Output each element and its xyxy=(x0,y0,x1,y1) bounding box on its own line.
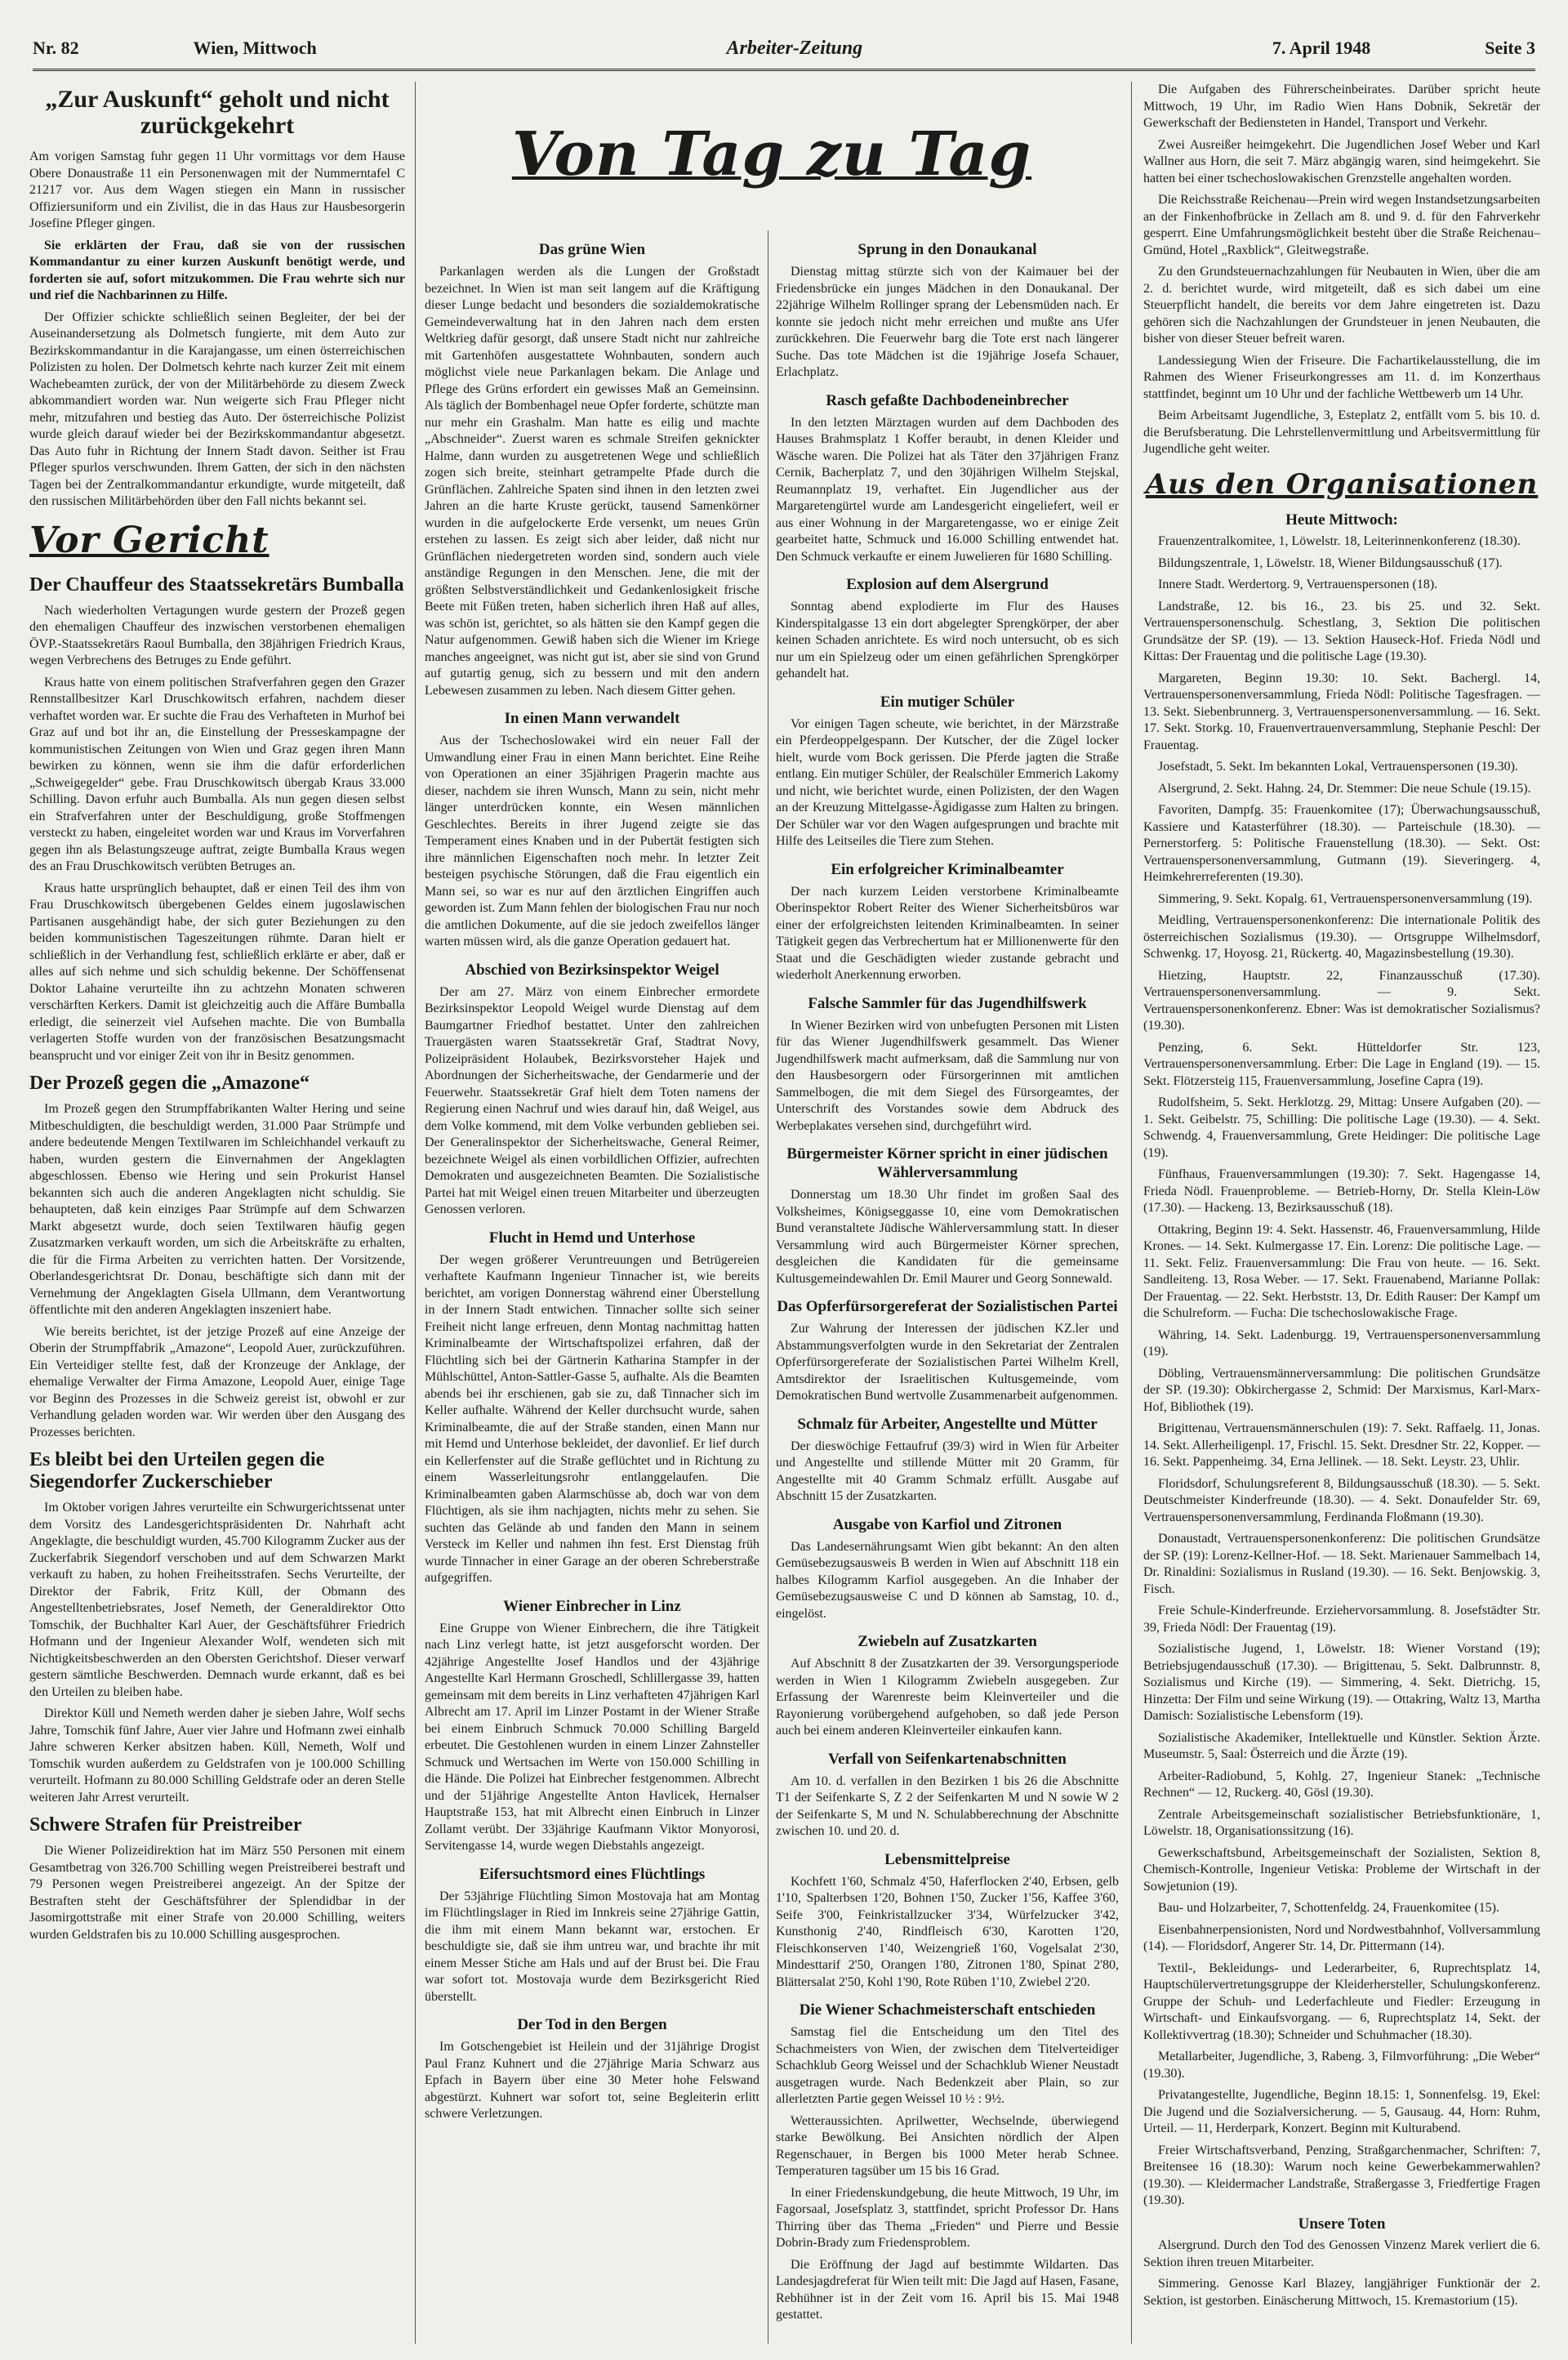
event-listing: Freier Wirtschaftsverband, Penzing, Straßgarchenmacher, Schriften: 7, Breitensee 16 (18.30): Warum noch keine Gewerbekammerwahlen? (19.30). — Kleidermacher Landstraße, Straßergasse 3, Friedfertige Fragen (19.30). xyxy=(1143,2143,1540,2207)
event-listing: Favoriten, Dampfg. 35: Frauenkomitee (17); Überwachungsausschuß, Kassiere und Katasterführer (18.30). — Parteischule (18.30). — Pernerstorferg. 5: Politische Frauenstellung (18.30). — Sekt. Ost: Vertrauenspersonenversammlung, Gutmann (19). Sieveringerg. 4, Heimkehrerreferenten (19.30). xyxy=(1143,803,1540,884)
article-headline: Sprung in den Donaukanal xyxy=(858,241,1037,258)
article-paragraph: Im Oktober vorigen Jahres verurteilte ein Schwurgerichtssenat unter dem Vorsitz des Landesgerichtspräsidenten Dr. Nahrhaft acht Angeklagte, die beschuldigt wurden, 45.700 Kilogramm Zucker aus der Zuckerfabrik Siegendorf verschoben und auf dem Schwarzen Markt verkauft zu haben, zu hohen Freiheitsstrafen. Sechs Verurteilte, der Direktor der Fabrik, Fritz Küll, der Obmann des Angestelltenbetriebsrates, Josef Nemeth, der Generaldirektor Otto Tomschik, der Buchhalter Karl Auer, der Geschäftsführer Friedrich Hofmann und der Ingenieur Alexander Wolf, wendeten sich mit Nichtigkeitsbeschwerden an den Obersten Gerichtshof. Dieser verwarf gestern sämtliche Beschwerden. Demnach wurde erkannt, daß es bei den Urteilen zu bleiben habe. xyxy=(29,1501,405,1699)
article-headline: Ein mutiger Schüler xyxy=(880,693,1015,711)
event-listing: Döbling, Vertrauensmännerversammlung: Die politischen Grundsätze der SP. (19.30): Obkirchergasse 2, Schmid: Der Marxismus, Karl-Marx-Hof, Bibliothek (19). xyxy=(1143,1366,1540,1414)
event-listing: Rudolfsheim, 5. Sekt. Herklotzg. 29, Mittag: Unsere Aufgaben (20). — 1. Sekt. Geibelstr. 75, Schilling: Die politische Lage (19.30). — 4. Sekt. Schwendg. 4, Frauenversammlung, Grete Heidinger: Die politische Lage (19). xyxy=(1143,1095,1540,1160)
obituary-paragraph: Simmering. Genosse Karl Blazey, langjähriger Funktionär der 2. Sektion, ist gestorben. Einäscherung Mittwoch, 15. Kremastorium (15). xyxy=(1143,2277,1540,2308)
article-paragraph: Sonntag abend explodierte im Flur des Hauses Kinderspitalgasse 13 ein dort abgelegter Sprengkörper, der aber keinen Schaden anrichtete. Es wird noch untersucht, ob es sich nur um ein Spielzeug oder um einen gefährlichen Sprengkörper gehandelt hat. xyxy=(776,600,1119,680)
event-listing: Floridsdorf, Schulungsreferent 8, Bildungsausschuß (18.30). — 5. Sekt. Deutschmeister Kinderfreunde (18.30). — 4. Sekt. Donaufelder Str. 69, Vertrauenspersonenversammlung, Ferdinanda Floßmann (19.30). xyxy=(1143,1476,1540,1524)
article-paragraph: Der wegen größerer Veruntreuungen und Betrügereien verhaftete Kaufmann Ingenieur Tinnacher ist, wie bereits berichtet, am vorigen Donnerstag während einer Überstellung in der Innern Stadt entwichen. Tinnacher sollte sich seiner Freiheit nicht lange erfreuen, denn Montag nachmittag hatten Kriminalbeamte der Wirtschaftspolizei erfahren, daß der Flüchtling sich bei der Gärtnerin Katharina Stampfer in der Mühlschüttel, Anton-Sattler-Gasse 5, aufhalte. Als die Beamten abends bei ihr erschienen, gab sie zu, daß Tinnacher sich im Keller aufhalte. Während der Keller durchsucht wurde, sahen Kriminalbeamte, die auf der Straße standen, einen Mann nur mit Hemd und Unterhose bekleidet, der davonlief. Er lief durch ein Kellerfenster auf die Straße geflüchtet und in Richtung zu einem Wasserleitungsrohr entlanggelaufen. Die Kriminalbeamten gaben Alarmschüsse ab, doch war von dem Flüchtigen, als sie ihm nachjagten, nichts mehr zu sehen. Sie suchten das Gelände ab und fanden den Mann in seinem Versteck im Keller und nahmen ihn fest. Erst Dienstag früh wurde Tinnacher in einer Garage an der oberen Schreberstraße aufgegriffen. xyxy=(425,1252,760,1585)
article-paragraph: Der nach kurzem Leiden verstorbene Kriminalbeamte Oberinspektor Robert Reiter des Wiener Sicherheitsbüros war einer der erfolgreichsten leitenden Kriminalbeamten. In seiner Tätigkeit gegen das Verbrechertum hat er Millionenwerte für den Staat und die Geschädigten wieder zustande gebracht und wiederholt Anerkennung erworben. xyxy=(776,884,1119,982)
article-paragraph: Direktor Küll und Nemeth werden daher je sieben Jahre, Wolf sechs Jahre, Tomschik fünf Jahre, Auer vier Jahre und Hofmann zwei einhalb Jahre schweren Kerker absitzen haben. Küll, Nemeth, Wolf und Tomschik wurden außerdem zu Geldstrafen von je 100.000 Schilling verurteilt. Hofmann zu 80.000 Schilling Geldstrafe oder an deren Stelle weiteren Jahr Arrest verurteilt. xyxy=(29,1706,405,1805)
article-headline: Bürgermeister Körner spricht in einer jüdischen Wählerversammlung xyxy=(786,1145,1108,1181)
article-paragraph: Aus der Tschechoslowakei wird ein neuer Fall der Umwandlung einer Frau in einen Mann berichtet. Eine Reihe von Operationen an einer 35jährigen Pragerin machte aus dieser, nachdem sie ihren Wunsch, Mann zu sein, nicht mehr länger unterdrücken konnte, ein Wesen männlichen Geschlechtes. Bereits in ihrer Jugend zeigte sie das Temperament eines Knaben und in der Pubertät festigten sich ihre männlichen Eigenschaften noch mehr. In letzter Zeit besteigen psychische Störungen, daß die Frau eigentlich ein Mann sei, so war es nur auf den ärztlichen Eingriffen auch geworden ist. Zum Mann fehlen der biologischen Frau nur noch die amtlichen Dokumente, auf die sie jedoch zweifellos länger warten müssen wird, als die ganze Operation gedauert hat. xyxy=(425,734,760,948)
article-paragraph: Donnerstag um 18.30 Uhr findet im großen Saal des Volksheimes, Königseggasse 10, eine vom Demokratischen Bund veranstaltete Jüdische Wählerversammlung statt. In dieser Versammlung wird auch Bürgermeister Körner sprechen, desgleichen die Kandidaten für die gemeinsame Kultusgemeindewahlen Dr. Emil Maurer und Georg Sonnewald. xyxy=(776,1188,1119,1286)
article-headline: Wiener Einbrecher in Linz xyxy=(503,1597,681,1615)
article-headline: Das grüne Wien xyxy=(538,241,646,258)
event-listing: Landstraße, 12. bis 16., 23. bis 25. und 32. Sekt. Vertrauenspersonenschulg. Schestlang, 3, Sektion Die politischen Grundsätze der SP. (19). — 13. Sektion Hauseck-Hof. Frieda Nödl und Kittas: Der Frauentag und die politische Lage (19.30). xyxy=(1143,599,1540,663)
event-listing: Textil-, Bekleidungs- und Lederarbeiter, 6, Ruprechtsplatz 14, Hauptschülervertretungsgruppe der Kleiderhersteller, Schulungskonferenz. Gruppe der Schuh- und Lederfachleute und Fiedler: Erzeugung in Wirtschaft- und Einkaufsvorgang. — 6, Ruprechtsplatz 14, Sekt. der Kollektivvertrag (18.30); Schneider und Schuhmacher (18.30). xyxy=(1143,1961,1540,2042)
obituary-paragraph: Alsergrund. Durch den Tod des Genossen Vinzenz Marek verliert die 6. Sektion ihren treuen Mitarbeiter. xyxy=(1143,2238,1540,2269)
event-listing: Donaustadt, Vertrauenspersonenkonferenz: Die politischen Grundsätze der SP. (19): Lorenz-Kellner-Hof. — 18. Sekt. Marienauer Sammelbach 14, Dr. Rinaldini: Sozialismus in Rusland (19.30). — 16. Sekt. Benjowskig. 3, Fisch. xyxy=(1143,1532,1540,1596)
article-paragraph: Zu den Grundsteuernachzahlungen für Neubauten in Wien, über die am 2. d. berichtet wurde, wird mitgeteilt, daß es sich dabei um eine Steuerpflicht handelt, die bereits vor dem Jahre eingetreten ist. Dazu gehören sich die Nachzahlungen der Grundsteuer in jenen Neubauten, die bisher von dieser Steuer befreit waren. xyxy=(1143,265,1540,346)
article-headline: Explosion auf dem Alsergrund xyxy=(846,576,1049,593)
article-paragraph: Kraus hatte ursprünglich behauptet, daß er einen Teil des ihm von Frau Druschkowitsch übergebenen Geldes einem jugoslawischen Partisanen ausgehändigt habe, der sich guter Beziehungen zu den beiden kommunistischen Tageszeitungen rühmte. Daran hielt er schließlich in der Verhandlung fest, schließlich erklärte er aber, daß er alles auf sich nehme und sich schuldig bekenne. Der Schöffensenat Doktor Lahaine verurteilte ihn zu achtzehn Monaten schweren verschärften Kerkers. Damit ist gleichzeitig auch die Affäre Bumballa erledigt, die seinerzeit viel Aufsehen machte. Die von Bumballa verlagerten Stoffe wurden von der französischen Besatzungsmacht beansprucht und vor einiger Zeit von ihr in Besitz genommen. xyxy=(29,881,405,1063)
event-listing: Brigittenau, Vertrauensmännerschulen (19): 7. Sekt. Raffaelg. 11, Jonas. 14. Sekt. Allerheiligenpl. 17, Frischl. 15. Sekt. Dresdner Str. 22, Kopper. — 16. Sekt. Pappenheimg. 34, Erna Jellinek. — 18. Sekt. Leystr. 23, Uhlir. xyxy=(1143,1421,1540,1469)
event-listing: Margareten, Beginn 19.30: 10. Sekt. Bachergl. 14, Vertrauenspersonenversammlung, Frieda Nödl: Politische Tagesfragen. — 13. Sekt. Siebenbrunnerg. 3, Vertrauenspersonenversammlung. — 16. Sekt. 17. Sekt. Storkg. 10, Frauenvertrauenversammlung, Stephanie Peschl: Der Frauentag. xyxy=(1143,671,1540,752)
section-heading: Vor Gericht xyxy=(29,519,270,561)
section-banner xyxy=(425,85,1119,224)
column-2 xyxy=(425,230,760,2344)
article-paragraph: Parkanlagen werden als die Lungen der Großstadt bezeichnet. In Wien ist man seit langem auf die Kräftigung dieser Lunge bedacht und besonders die sozialdemokratische Gemeindeverwaltung hat in den Jahren nach dem ersten Weltkrieg dafür gesorgt, daß unsere Stadt nicht nur zahlreiche mit Gartenhöfen ausgestattete Wohnbauten, sondern auch möglichst viele neue Parkanlagen bekam. Die Anlage und Pflege des Grüns erfordert ein gewisses Maß an Gemeinsinn. Als täglich der Bombenhagel neue Opfer forderte, schützte man nur mehr ein Grashalm. Man hatte es eilig und machte „Abschneider“. Zuerst waren es schmale Streifen geknickter Halme, dann wurden zu ausgetretenen Wege und schließlich zogen sich breite, steinhart getrampelte Pfade durch die Grünflächen. Zahlreiche Spaten sind ihnen in den letzten zwei Jahren an die harte Kruste gerückt, tausend Samenkörner wurden in die aufgelockerte Erde versenkt, um neues Grün erstehen zu lassen. Es zeigt sich aber leider, daß nicht nur Grünflächen niedergetreten worden sind, sondern auch viele anständige Regungen in den Menschen. Jene, die mit der größten Selbstverständlichkeit und Gedankenlosigkeit frische Beete mit Füßen treten, haben sicherlich ihren Haß auf alles, was schön ist, gerichtet, so als hätten sie den Kampf gegen die Natur aufgenommen. Gewiß haben sich die Wiener im Kriege manches angeeignet, was nicht gut ist, aber sie sind von Grund auf gutartig genug, sich zu bessern und mit den andern Lebewesen zusammen zu leben. Nach diesem Gitter gehen. xyxy=(425,265,760,698)
article-headline: Ausgabe von Karfiol und Zitronen xyxy=(832,1515,1062,1533)
article-headline: Verfall von Seifenkartenabschnitten xyxy=(828,1750,1067,1768)
article-paragraph: In den letzten Märztagen wurden auf dem Dachboden des Hauses Brahmsplatz 1 Koffer beraubt, in denen Kleider und Wäsche waren. Die Polizei hat als Täter den 37jährigen Franz Cernik, Bacherplatz 7, und den 30jährigen Wilhelm Stejskal, Reumannplatz 19, verhaftet. Ein Jugendlicher aus der Margaretengürtel wurde am Landesgericht eingeliefert, weil er aus einer Wohnung in der Margaretengasse, wo er einige Zeit gearbeitet hatte, Schmuck und 16.000 Schilling entwendet hat. Den Schmuck verkaufte er einem Juwelieren für 1680 Schilling. xyxy=(776,415,1119,564)
article-headline: Abschied von Bezirksinspektor Weigel xyxy=(465,961,719,979)
article-paragraph: Der Offizier schickte schließlich seinen Begleiter, der bei der Auseinandersetzung als Dolmetsch fungierte, mit dem Auto zur Bezirkskommandantur in die Karajangasse, um einen österreichischen Polizisten zu holen. Der Dolmetsch kehrte nach kurzer Zeit mit einem Wachebeamten zurück, der von der Militärbehörde zu diesem Zweck abkommandiert worden war. Nun weigerte sich Frau Pfleger nicht mehr, mitzufahren und bestieg das Auto. Der österreichische Polizist wurde gleich darauf wieder bei der Bezirkskommandantur abgesetzt. Das Auto fuhr in Richtung der Innern Stadt davon. Seither ist Frau Pfleger spurlos verschwunden. Ihrem Gatten, der sich in den nächsten Tagen bei der Zentralkommandantur erkundigte, wurde mitgeteilt, daß den russischen Militärbehörden über den Fall nichts bekannt sei. xyxy=(29,310,405,508)
event-listing: Ottakring, Beginn 19: 4. Sekt. Hassenstr. 46, Frauenversammlung, Hilde Krones. — 14. Sekt. Kulmergasse 17. Ein. Lorenz: Die politische Lage. — 11. Sekt. Feliz. Frauenversammlung: Die Frau von heute. — 16. Sekt. Sandleiteng. 13, Rosa Weber. — 17. Sekt. Frauenabend, Marianne Pollak: Der Frauentag. — 22. Sekt. Herbststr. 13, Dr. Edith Rauser: Der Kampf um die Schulreform. — Fucha: Die tschechoslowakische Frage. xyxy=(1143,1222,1540,1320)
article-paragraph: Auf Abschnitt 8 der Zusatzkarten der 39. Versorgungsperiode werden in Wien 1 Kilogramm Zwiebeln ausgegeben. Zur Erfassung der Warenreste beim Kleinverteiler und die Rayonierung vorübergehend aufgehoben, so daß jede Person auch bei einem anderen Kleinverteiler einkaufen kann. xyxy=(776,1657,1119,1738)
article-paragraph: Der dieswöchige Fettaufruf (39/3) wird in Wien für Arbeiter und Angestellte und stillende Mütter mit 20 Gramm, für Angestellte mit 40 Gramm Schmalz erfüllt. Ausgabe auf Abschnitt 15 der Zusatzkarten. xyxy=(776,1439,1119,1503)
article-headline: Es bleibt bei den Urteilen gegen die Siegendorfer Zuckerschieber xyxy=(29,1449,325,1492)
event-listing: Hietzing, Hauptstr. 22, Finanzausschuß (17.30). Vertrauenspersonenversammlung. — 9. Sekt. Vertrauenspersonenkonferenz. Ebner: Was ist demokratischer Sozialismus? (19.30). xyxy=(1143,968,1540,1033)
column-4 xyxy=(1143,82,1540,2344)
article-paragraph: Eine Gruppe von Wiener Einbrechern, die ihre Tätigkeit nach Linz verlegt hatte, ist jetzt ausgeforscht worden. Der 42jährige Angestellte Josef Handlos und der 43jährige Angestellte Karl Hermann Groschedl, Schlillergasse 39, hatten gemeinsam mit dem bereits in Linz verhafteten 47jährigen Karl Albrecht am 17. April im Linzer Postamt in der Wiener Straße bei einem Einbruch Schmuck 70.000 Schilling Bargeld erbeutet. Die Gestohlenen wurden in einem Linzer Zahnsteller Schmuck und Wertsachen im Werte von 150.000 Schilling in die Hände. Die Polizei hat Einbrecher festgenommen. Albrecht und der 51jährige Angestellte Anton Havlicek, Hernalser Hauptstraße 153, hat mit Albrecht einen Einbruch in Linzer Zollamt verübt. Der 33jährige Kaufmann Viktor Monyorosi, Servitengasse 14, wurde wegen Diebstahls angezeigt. xyxy=(425,1621,760,1853)
event-listing: Meidling, Vertrauenspersonenkonferenz: Die internationale Politik des österreichischen Sozialismus (19.30). — Ortsgruppe Wilhelmsdorf, Schwenkg. 17, Hoyosg. 21, Rückertg. 40, Magazinsbestellung (19.30). xyxy=(1143,913,1540,961)
article-headline: Eifersuchtsmord eines Flüchtlings xyxy=(479,1865,706,1883)
event-listing: Freie Schule-Kinderfreunde. Erziehervorsammlung. 8. Josefstädter Str. 39, Frieda Nödl: Der Frauentag (19). xyxy=(1143,1604,1540,1635)
event-listing: Fünfhaus, Frauenversammlungen (19.30): 7. Sekt. Hagengasse 14, Frieda Nödl. Frauenprobleme. — Betrieb-Horny, Dr. Stella Klein-Löw (17.30). — Hackeng. 13, Bezirksausschuß (18). xyxy=(1143,1167,1540,1215)
article-headline: „Zur Auskunft“ geholt und nicht zurückgekehrt xyxy=(45,86,390,139)
event-listing: Alsergrund, 2. Sekt. Hahng. 24, Dr. Stemmer: Die neue Schule (19.15). xyxy=(1158,781,1531,796)
article-headline: Falsche Sammler für das Jugendhilfswerk xyxy=(808,994,1087,1012)
event-listing: Penzing, 6. Sekt. Hütteldorfer Str. 123, Vertrauenspersonenversammlung. Erber: Die Lage in England (19). — 15. Sekt. Flötzersteig 115, Frauenversammlung, Josefine Capra (19). xyxy=(1143,1040,1540,1088)
article-paragraph: Wie bereits berichtet, ist der jetzige Prozeß auf eine Anzeige der Oberin der Strumpffabrik „Amazone“, Leopold Auer, zurückzuführen. Ein Verteidiger stellte fest, daß der Kronzeuge der Anklage, der ehemalige Verwalter der Firma Amazone, Leopold Auer, einige Tage vor Beginn des Prozesses in die Schweiz gereist ist, obwohl er zur Verhandlung geladen worden war. Wir werden über den Ausgang des Prozesses berichten. xyxy=(29,1324,405,1439)
article-paragraph: Am vorigen Samstag fuhr gegen 11 Uhr vormittags vor dem Hause Obere Donaustraße 11 ein Personenwagen mit der Nummerntafel C 21217 vor. Aus dem Wagen stiegen ein Mann in russischer Offiziersuniform und ein Zivilist, die in das Haus zur Hausbesorgerin Josefine Pfleger gingen. xyxy=(29,149,405,230)
column-rule xyxy=(1131,82,1132,2344)
article-paragraph: Die Aufgaben des Führerscheinbeirates. Darüber spricht heute Mittwoch, 19 Uhr, im Radio Wien Hans Dobnik, Sekretär der Gewerkschaft der Bediensteten in Handel, Transport und Verkehr. xyxy=(1143,83,1540,130)
article-headline: Zwiebeln auf Zusatzkarten xyxy=(858,1633,1037,1650)
subsection-heading: Unsere Toten xyxy=(1298,2215,1386,2233)
article-headline: Ein erfolgreicher Kriminalbeamter xyxy=(831,860,1064,878)
article-paragraph: Vor einigen Tagen scheute, wie berichtet, in der Märzstraße ein Pferdeoppelgespann. Der Kutscher, der die Zügel locker hielt, wurde vom Bock gerissen. Die Pferde jagten die Straße entlang. Ein mutiger Schüler, der Realschüler Emmerich Lakomy und nicht, wie berichtet wurde, einen Polizisten, der den Wagen an der Kreuzung Mittelgasse-Ägidigasse zum Halten zu bringen. Der Schüler war vor den Wagen aufgesprungen und brachte mit Hilfe des Leitseiles die Tiere zum Stehen. xyxy=(776,716,1119,848)
column-1 xyxy=(29,82,405,2344)
article-headline: Der Prozeß gegen die „Amazone“ xyxy=(29,1073,310,1094)
event-listing: Sozialistische Akademiker, Intellektuelle und Künstler. Sektion Ärzte. Museumstr. 5, Saal: Österreich und die Ärzte (19). xyxy=(1143,1730,1540,1761)
article-paragraph: Das Landesernährungsamt Wien gibt bekannt: An den alten Gemüsebezugsausweis B werden in Wien auf Abschnitt 118 ein halbes Kilogramm Karfiol ausgegeben. An die Inhaber der Gemüsebezugsausweise C und D können ab Samstag, 10. d., eingelöst. xyxy=(776,1539,1119,1621)
event-listing: Bildungszentrale, 1, Löwelstr. 18, Wiener Bildungsausschuß (17). xyxy=(1158,555,1503,570)
article-paragraph: Der 53jährige Flüchtling Simon Mostovaja hat am Montag im Flüchtlingslager in Ried im Innkreis seine 27jährige Gattin, die ihm mit einem Mann bekannt war, erstochen. Er beschuldigte sie, daß sie ihm untreu war, und brachte ihr mit einem Messer Stiche am Hals und auf der Brust bei. Die Frau war sofort tot. Mostovaja wurde dem Bezirksgericht Ried überstellt. xyxy=(425,1889,760,2004)
article-headline: Schwere Strafen für Preistreiber xyxy=(29,1814,302,1836)
section-heading: Aus den Organisationen xyxy=(1145,467,1539,501)
column-3 xyxy=(776,230,1119,2344)
article-paragraph: Wetteraussichten. Aprilwetter, Wechselnde, überwiegend starke Bewölkung. Bei Ansichten nördlich der Alpen Regenschauer, in Bergen bis 1000 Meter herab Schnee. Temperaturen tagsüber um 15 bis 16 Grad. xyxy=(776,2113,1119,2178)
article-paragraph: Am 10. d. verfallen in den Bezirken 1 bis 26 die Abschnitte T1 der Seifenkarte S, Z 2 der Seifenkarten M und N sowie W 2 der Seifenkarte S, M und N. Schulabberechnung der Abschnitte zwischen 10. und 20. d. xyxy=(776,1773,1119,1838)
event-listing: Bau- und Holzarbeiter, 7, Schottenfeldg. 24, Frauenkomitee (15). xyxy=(1158,1901,1499,1915)
event-listing: Simmering, 9. Sekt. Kopalg. 61, Vertrauenspersonenversammlung (19). xyxy=(1158,891,1533,906)
event-listing: Privatangestellte, Jugendliche, Beginn 18.15: 1, Sonnenfelsg. 19, Ekel: Die Jugend und die Sozialversicherung. — 5, Gausaug. 44, Horn: Ruhm, Urteil. — 11, Herderpark, Konzert. Beginn mit Kulturabend. xyxy=(1143,2088,1540,2135)
article-headline: In einen Mann verwandelt xyxy=(504,710,680,727)
column-rule xyxy=(415,82,416,2344)
article-paragraph: Zwei Ausreißer heimgekehrt. Die Jugendlichen Josef Weber und Karl Wallner aus Horn, die seit 7. März abgängig waren, sind heimgekehrt. Sie hatten bei einer tschechoslowakischen Grenzstelle angehalten worden. xyxy=(1143,137,1540,185)
event-listing: Gewerkschaftsbund, Arbeitsgemeinschaft der Sozialisten, Sektion 8, Chemisch-Kontrolle, Ingenieur Vetiska: Probleme der Wirtschaft in der Sowjetunion (19). xyxy=(1143,1845,1540,1894)
article-paragraph: Die Eröffnung der Jagd auf bestimmte Wildarten. Das Landesjagdreferat für Wien teilt mit: Die Jagd auf Hasen, Fasane, Rebhühner ist in der Zeit vom 16. April bis 15. Mai 1948 gestattet. xyxy=(776,2257,1119,2322)
article-paragraph: Beim Arbeitsamt Jugendliche, 3, Esteplatz 2, entfällt vom 5. bis 10. d. die Berufsberatung. Die Lehrstellenvermittlung und Arbeitsvermittlung für Jugendliche geht weiter. xyxy=(1143,408,1540,456)
event-listing: Arbeiter-Radiobund, 5, Kohlg. 27, Ingenieur Stanek: „Technische Rechnen“ — 12, Ruckerg. 40, Gösl (19.30). xyxy=(1143,1769,1540,1800)
event-listing: Zentrale Arbeitsgemeinschaft sozialistischer Betriebsfunktionäre, 1, Löwelstr. 18, Organisationssitzung (16). xyxy=(1143,1807,1540,1838)
article-paragraph: Samstag fiel die Entscheidung um den Titel des Schachmeisters von Wien, der zwischen dem Titelverteidiger Schachklub Georg Weissel und der Schachklub Wiener Neustadt ausgetragen wurde. Nach Bedenkzeit aber Plain, so zur allerletzten Partie gegen Weissel 10 ½ : 9½. xyxy=(776,2025,1119,2106)
article-headline: Das Opferfürsorgereferat der Sozialistischen Partei xyxy=(777,1298,1118,1315)
article-headline: Der Chauffeur des Staatssekretärs Bumballa xyxy=(29,573,404,596)
issue-date: 7. April 1948 xyxy=(1272,38,1371,58)
article-paragraph: Zur Wahrung der Interessen der jüdischen KZ.ler und Abstammungsverfolgten wurde in den Sekretariat der Zentralen Opferfürsorgereferate der Sozialistischen Partei Wilhelm Krell, Amtsdirektor der Israelitischen Kultusgemeinde, vom Demokratischen Bund wertvolle Zusammenarbeit aufgenommen. xyxy=(776,1322,1119,1403)
subsection-heading: Heute Mittwoch: xyxy=(1285,511,1398,529)
article-paragraph: Nach wiederholten Vertagungen wurde gestern der Prozeß gegen den ehemaligen Chauffeur des inzwischen verstorbenen ehemaligen ÖVP.-Staatssekretärs Raoul Bumballa, den 38jährigen Friedrich Kraus, wegen Verbrechens des Betruges zu Ende geführt. xyxy=(29,603,405,667)
article-headline: Schmalz für Arbeiter, Angestellte und Mütter xyxy=(797,1415,1098,1433)
event-listing: Josefstadt, 5. Sekt. Im bekannten Lokal, Vertrauenspersonen (19.30). xyxy=(1158,760,1518,774)
article-paragraph: Kochfett 1'60, Schmalz 4'50, Haferflocken 2'40, Erbsen, gelb 1'10, Spalterbsen 1'20, Bohnen 1'50, Zucker 1'56, Kaffee 3'60, Seife 3'00, Feinkristallzucker 3'34, Würfelzucker 3'42, Kunsthonig 2'40, Rindfleisch 6'30, Karotten 1'20, Fleischkonserven 1'40, Weizengrieß 1'60, Vogelsalat 2'30, Mindesttarif 2'50, Orangen 1'80, Zitronen 1'80, Spinat 2'80, Blättersalat 2'50, Kohl 1'90, Rote Rüben 1'10, Zwiebel 2'20. xyxy=(776,1874,1119,1989)
banner-title: Von Tag zu Tag xyxy=(511,119,1032,190)
event-listing: Eisenbahnerpensionisten, Nord und Nordwestbahnhof, Vollversammlung (14). — Floridsdorf, Angerer Str. 14, Dr. Pittermann (14). xyxy=(1143,1922,1540,1953)
place-day: Wien, Mittwoch xyxy=(193,38,317,58)
article-paragraph: Der am 27. März von einem Einbrecher ermordete Bezirksinspektor Leopold Weigel wurde Dienstag auf dem Baumgartner Friedhof bestattet. Unter den zahlreichen Trauergästen waren Staatssekretär Graf, Stadtrat Novy, Polizeipräsident Holaubek, Bezirksvorsteher Hajek und Abordnungen der Sicherheitswache, der Gendarmerie und der Feuerwehr. Staatssekretär Graf hielt dem Toten namens der Regierung einen Nachruf und wies darauf hin, daß Weigel, aus dem Volke kommend, mit dem Volke verbunden geblieben sei. Der Generalinspektor der Sicherheitswache, General Reimer, bezeichnete Weigel als einen vorbildlichen Offizier, aufrechten Demokraten und ausgezeichneten Beamten. Die Sozialistische Partei hat mit Weigel einen treuen Mitarbeiter und überzeugten Genossen verloren. xyxy=(425,984,760,1216)
event-listing: Metallarbeiter, Jugendliche, 3, Rabeng. 3, Filmvorführung: „Die Weber“ (19.30). xyxy=(1143,2050,1540,2081)
article-headline: Die Wiener Schachmeisterschaft entschieden xyxy=(799,2001,1096,2019)
event-listing: Sozialistische Jugend, 1, Löwelstr. 18: Wiener Vorstand (19); Betriebsjugendausschuß (17.30). — Brigittenau, 5. Sekt. Dalbrunnstr. 8, Sozialismus und Kirche (19). — Simmering, 4. Sekt. Dietrichg. 15, Hinzetta: Der Film und seine Wirkung (19). — Ottakring, Waltz 13, Martha Damisch: Sozialistische Lebensform (19). xyxy=(1143,1642,1540,1723)
article-paragraph: Im Gotschengebiet ist Heilein und der 31jährige Drogist Paul Franz Kuhnert und die 27jährige Maria Schwarz aus Epfach in Bayern über eine 30 Meter hohe Felswand abgestürzt. Kuhnert war sofort tot, seine Begleiterin erlitt schwere Verletzungen. xyxy=(425,2040,760,2121)
article-headline: Lebensmittelpreise xyxy=(884,1850,1010,1868)
article-paragraph: Die Wiener Polizeidirektion hat im März 550 Personen mit einem Gesamtbetrag von 326.700 Schilling wegen Preistreiberei bestraft und 79 Personen wegen Preistreiberei angezeigt. An der Spitze der Bestraften steht der Geschäftsführer der Splendidbar in der Jasomirgottstraße mit einer Strafe von 20.000 Schilling, weiters wurden Geldstrafen bis zu 10.000 Schilling ausgesprochen. xyxy=(29,1844,405,1942)
article-headline: Rasch gefaßte Dachbodeneinbrecher xyxy=(826,391,1069,409)
event-listing: Innere Stadt. Werdertorg. 9, Vertrauenspersonen (18). xyxy=(1158,578,1438,591)
article-paragraph: In Wiener Bezirken wird von unbefugten Personen mit Listen für das Wiener Jugendhilfswerk gesammelt. Das Wiener Jugendhilfswerk macht aufmerksam, daß die Sammlung nur von den Hausbesorgern oder Fürsorgerinnen mit amtlichen Sammelbogen, die mit dem Siegel des Fürsorgeamtes, der Unterschrift des Vorstandes sowie dem Abdruck des Werbeplakates versehen sind, durchgeführt wird. xyxy=(776,1018,1119,1133)
issue-number: Nr. 82 xyxy=(33,38,79,58)
article-paragraph: Sie erklärten der Frau, daß sie von der russischen Kommandantur zu einer kurzen Auskunft benötigt werde, und forderten sie auf, sofort mitzukommen. Die Frau wehrte sich nur und rief die Nachbarinnen zu Hilfe. xyxy=(29,238,405,302)
article-paragraph: Dienstag mittag stürzte sich von der Kaimauer bei der Friedensbrücke ein junges Mädchen in den Donaukanal. Der 22jährige Wilhelm Rollinger sprang der Lebensmüden nach. Er konnte sie jedoch nicht mehr erreichen und mußte ans Ufer zurückkehren. Die Feuerwehr barg die Tote erst nach längerer Suche. Das tote Mädchen ist die 19jährige Josefa Schauer, Erlachplatz. xyxy=(776,265,1119,379)
article-paragraph: In einer Friedenskundgebung, die heute Mittwoch, 19 Uhr, im Fagorsaal, Josefsplatz 3, stattfindet, spricht Professor Dr. Hans Thirring über das Thema „Frieden“ und Pierre und Bessie Dobrin-Brady zum Friedensproblem. xyxy=(776,2185,1119,2250)
page-number: Seite 3 xyxy=(1485,38,1535,58)
article-paragraph: Landessiegung Wien der Friseure. Die Fachartikelausstellung, die im Rahmen des Wiener Friseurkongresses am 11. d. im Konzerthaus stattfindet, beginnt um 10 Uhr und der fachliche Wettbewerb um 14 Uhr. xyxy=(1143,353,1540,401)
article-paragraph: Die Reichsstraße Reichenau—Prein wird wegen Instandsetzungsarbeiten an der Finkenhofbrücke in Zellach am 8. und 9. d. für den Fahrverkehr gesperrt. Eine Umfahrungsmöglichkeit besteht über die Straße Reichenau–Gmünd, Hotel „Raxblick“, Gleitwegstraße. xyxy=(1143,193,1540,257)
article-headline: Der Tod in den Bergen xyxy=(517,2016,667,2033)
event-listing: Frauenzentralkomitee, 1, Löwelstr. 18, Leiterinnenkonferenz (18.30). xyxy=(1158,534,1521,548)
article-paragraph: Im Prozeß gegen den Strumpffabrikanten Walter Hering und seine Mitbeschuldigten, die beschuldigt werden, 31.000 Paar Strümpfe und andere bedeutende Mengen Textilwaren im Schleichhandel verkauft zu haben, wurden gestern die Einvernahmen der Angeklagten abgeschlossen. Ebenso wie Hering und sein Prokurist Hansel bekannten sich auch die anderen Angeklagten nicht schuldig. Sie behaupteten, daß kein einziges Paar Strümpfe auf dem Schwarzen Markt abgesetzt wurde, doch seien Textilwaren häufig gegen Zusatzmarken verkauft worden, um sich die Arbeitskräfte zu erhalten, die für die Firma Arbeiten zu verrichten hatten. Der Vorsitzende, Oberlandesgerichtsrat Dr. Donau, beschäftigte sich dann mit der Vernehmung der Angeklagten Gisela Ullmann, dem Verantwortung öffentlichte mit den anderen Angeklagten inszeniert habe. xyxy=(29,1102,405,1317)
article-paragraph: Kraus hatte von einem politischen Strafverfahren gegen den Grazer Rennstallbesitzer Karl Druschkowitsch erfahren, nachdem dieser verhaftet worden war. Er suchte die Frau des Verhafteten in Murhof bei Graz auf und bot ihr an, die Einstellung der Presseskampagne der kommunistischen Zeitungen von Wien und Graz gegen ihren Mann bewirken zu können, wenn sie ihm die dafür erforderlichen „Schweigegelder“ gebe. Frau Druschkowitsch übergab Kraus 33.000 Schilling. Davon erfuhr auch Bumballa. Als nun gegen diesen selbst ein Strafverfahren unter der Beschuldigung, große Stoffmengen versteckt zu haben, eingeleitet worden war und Kraus im Vorverfahren gegen ihn als Belastungszeuge auftrat, zeigte Bumballa Kraus wegen des an Frau Druschkowitsch verübten Betruges an. xyxy=(29,675,405,873)
article-headline: Flucht in Hemd und Unterhose xyxy=(488,1229,696,1247)
paper-name: Arbeiter-Zeitung xyxy=(726,37,863,59)
event-listing: Währing, 14. Sekt. Ladenburgg. 19, Vertrauenspersonenversammlung (19). xyxy=(1143,1327,1540,1358)
masthead xyxy=(33,28,1535,71)
